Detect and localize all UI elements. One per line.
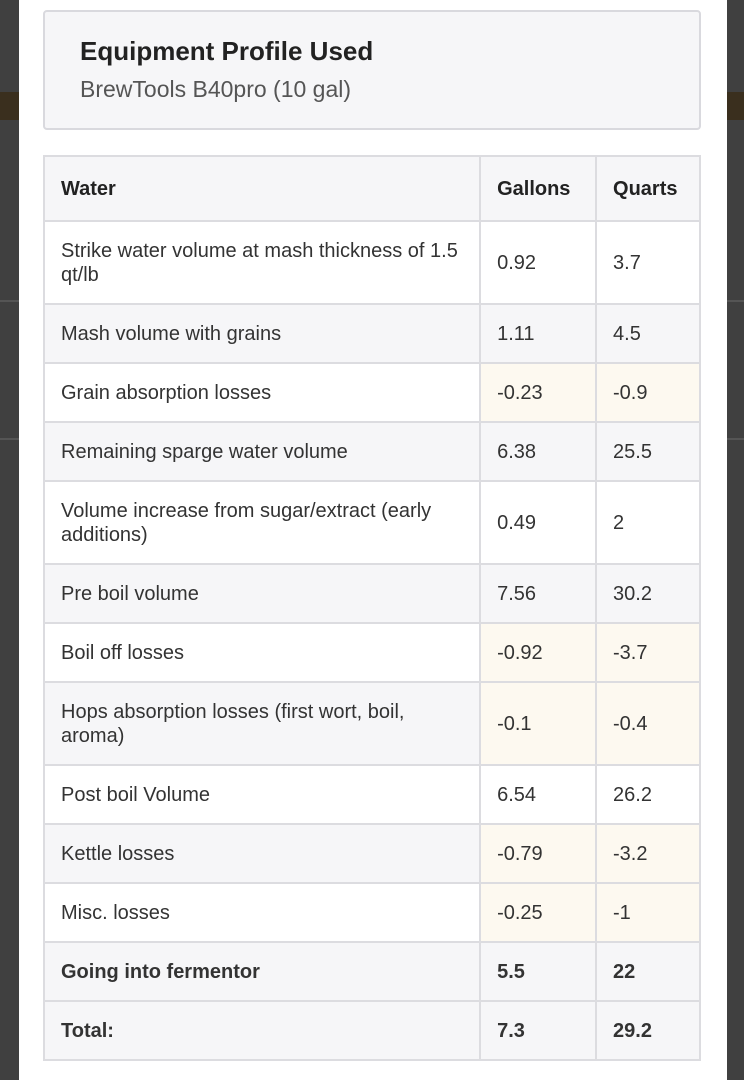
row-quarts: -3.2 [596, 824, 700, 883]
table-row [44, 304, 700, 363]
row-quarts: 26.2 [596, 765, 700, 824]
row-quarts: 3.7 [596, 221, 700, 304]
header-gallons: Gallons [480, 156, 596, 221]
row-label: Pre boil volume [44, 564, 480, 623]
row-label: Strike water volume at mash thickness of 1.5 qt/lb [44, 221, 480, 304]
row-gallons: 0.49 [480, 481, 596, 564]
row-label: Misc. losses [44, 883, 480, 942]
table-row [44, 564, 700, 623]
row-quarts: 25.5 [596, 422, 700, 481]
equipment-profile-card [43, 10, 701, 130]
row-label: Boil off losses [44, 623, 480, 682]
row-gallons: -0.23 [480, 363, 596, 422]
table-row-fermentor [44, 942, 700, 1001]
row-quarts: -0.9 [596, 363, 700, 422]
row-label: Volume increase from sugar/extract (early additions) [44, 481, 480, 564]
row-label: Grain absorption losses [44, 363, 480, 422]
table-row [44, 422, 700, 481]
row-gallons: 6.38 [480, 422, 596, 481]
row-gallons: -0.79 [480, 824, 596, 883]
table-row [44, 481, 700, 564]
row-label: Going into fermentor [44, 942, 480, 1001]
row-label: Remaining sparge water volume [44, 422, 480, 481]
table-row [44, 682, 700, 765]
row-quarts: -3.7 [596, 623, 700, 682]
row-quarts: 22 [596, 942, 700, 1001]
row-label: Hops absorption losses (first wort, boil, aroma) [44, 682, 480, 765]
row-gallons: -0.92 [480, 623, 596, 682]
row-gallons: 7.56 [480, 564, 596, 623]
water-volume-table [43, 155, 701, 1061]
row-quarts: 2 [596, 481, 700, 564]
table-row [44, 363, 700, 422]
row-label: Total: [44, 1001, 480, 1060]
table-row [44, 623, 700, 682]
row-label: Post boil Volume [44, 765, 480, 824]
modal-panel [19, 0, 727, 1080]
row-gallons: 7.3 [480, 1001, 596, 1060]
table-row [44, 765, 700, 824]
row-gallons: 5.5 [480, 942, 596, 1001]
row-quarts: -1 [596, 883, 700, 942]
row-label: Kettle losses [44, 824, 480, 883]
table-row [44, 221, 700, 304]
row-quarts: 4.5 [596, 304, 700, 363]
header-water: Water [44, 156, 480, 221]
equipment-profile-title: Equipment Profile Used [80, 36, 374, 66]
row-quarts: -0.4 [596, 682, 700, 765]
row-gallons: -0.1 [480, 682, 596, 765]
row-gallons: -0.25 [480, 883, 596, 942]
table-header-row [44, 156, 700, 221]
row-quarts: 29.2 [596, 1001, 700, 1060]
header-quarts: Quarts [596, 156, 700, 221]
row-gallons: 0.92 [480, 221, 596, 304]
row-gallons: 6.54 [480, 765, 596, 824]
row-gallons: 1.11 [480, 304, 596, 363]
row-label: Mash volume with grains [44, 304, 480, 363]
table-row [44, 824, 700, 883]
table-row [44, 883, 700, 942]
row-quarts: 30.2 [596, 564, 700, 623]
table-row-total [44, 1001, 700, 1060]
equipment-profile-value: BrewTools B40pro (10 gal) [80, 76, 352, 102]
